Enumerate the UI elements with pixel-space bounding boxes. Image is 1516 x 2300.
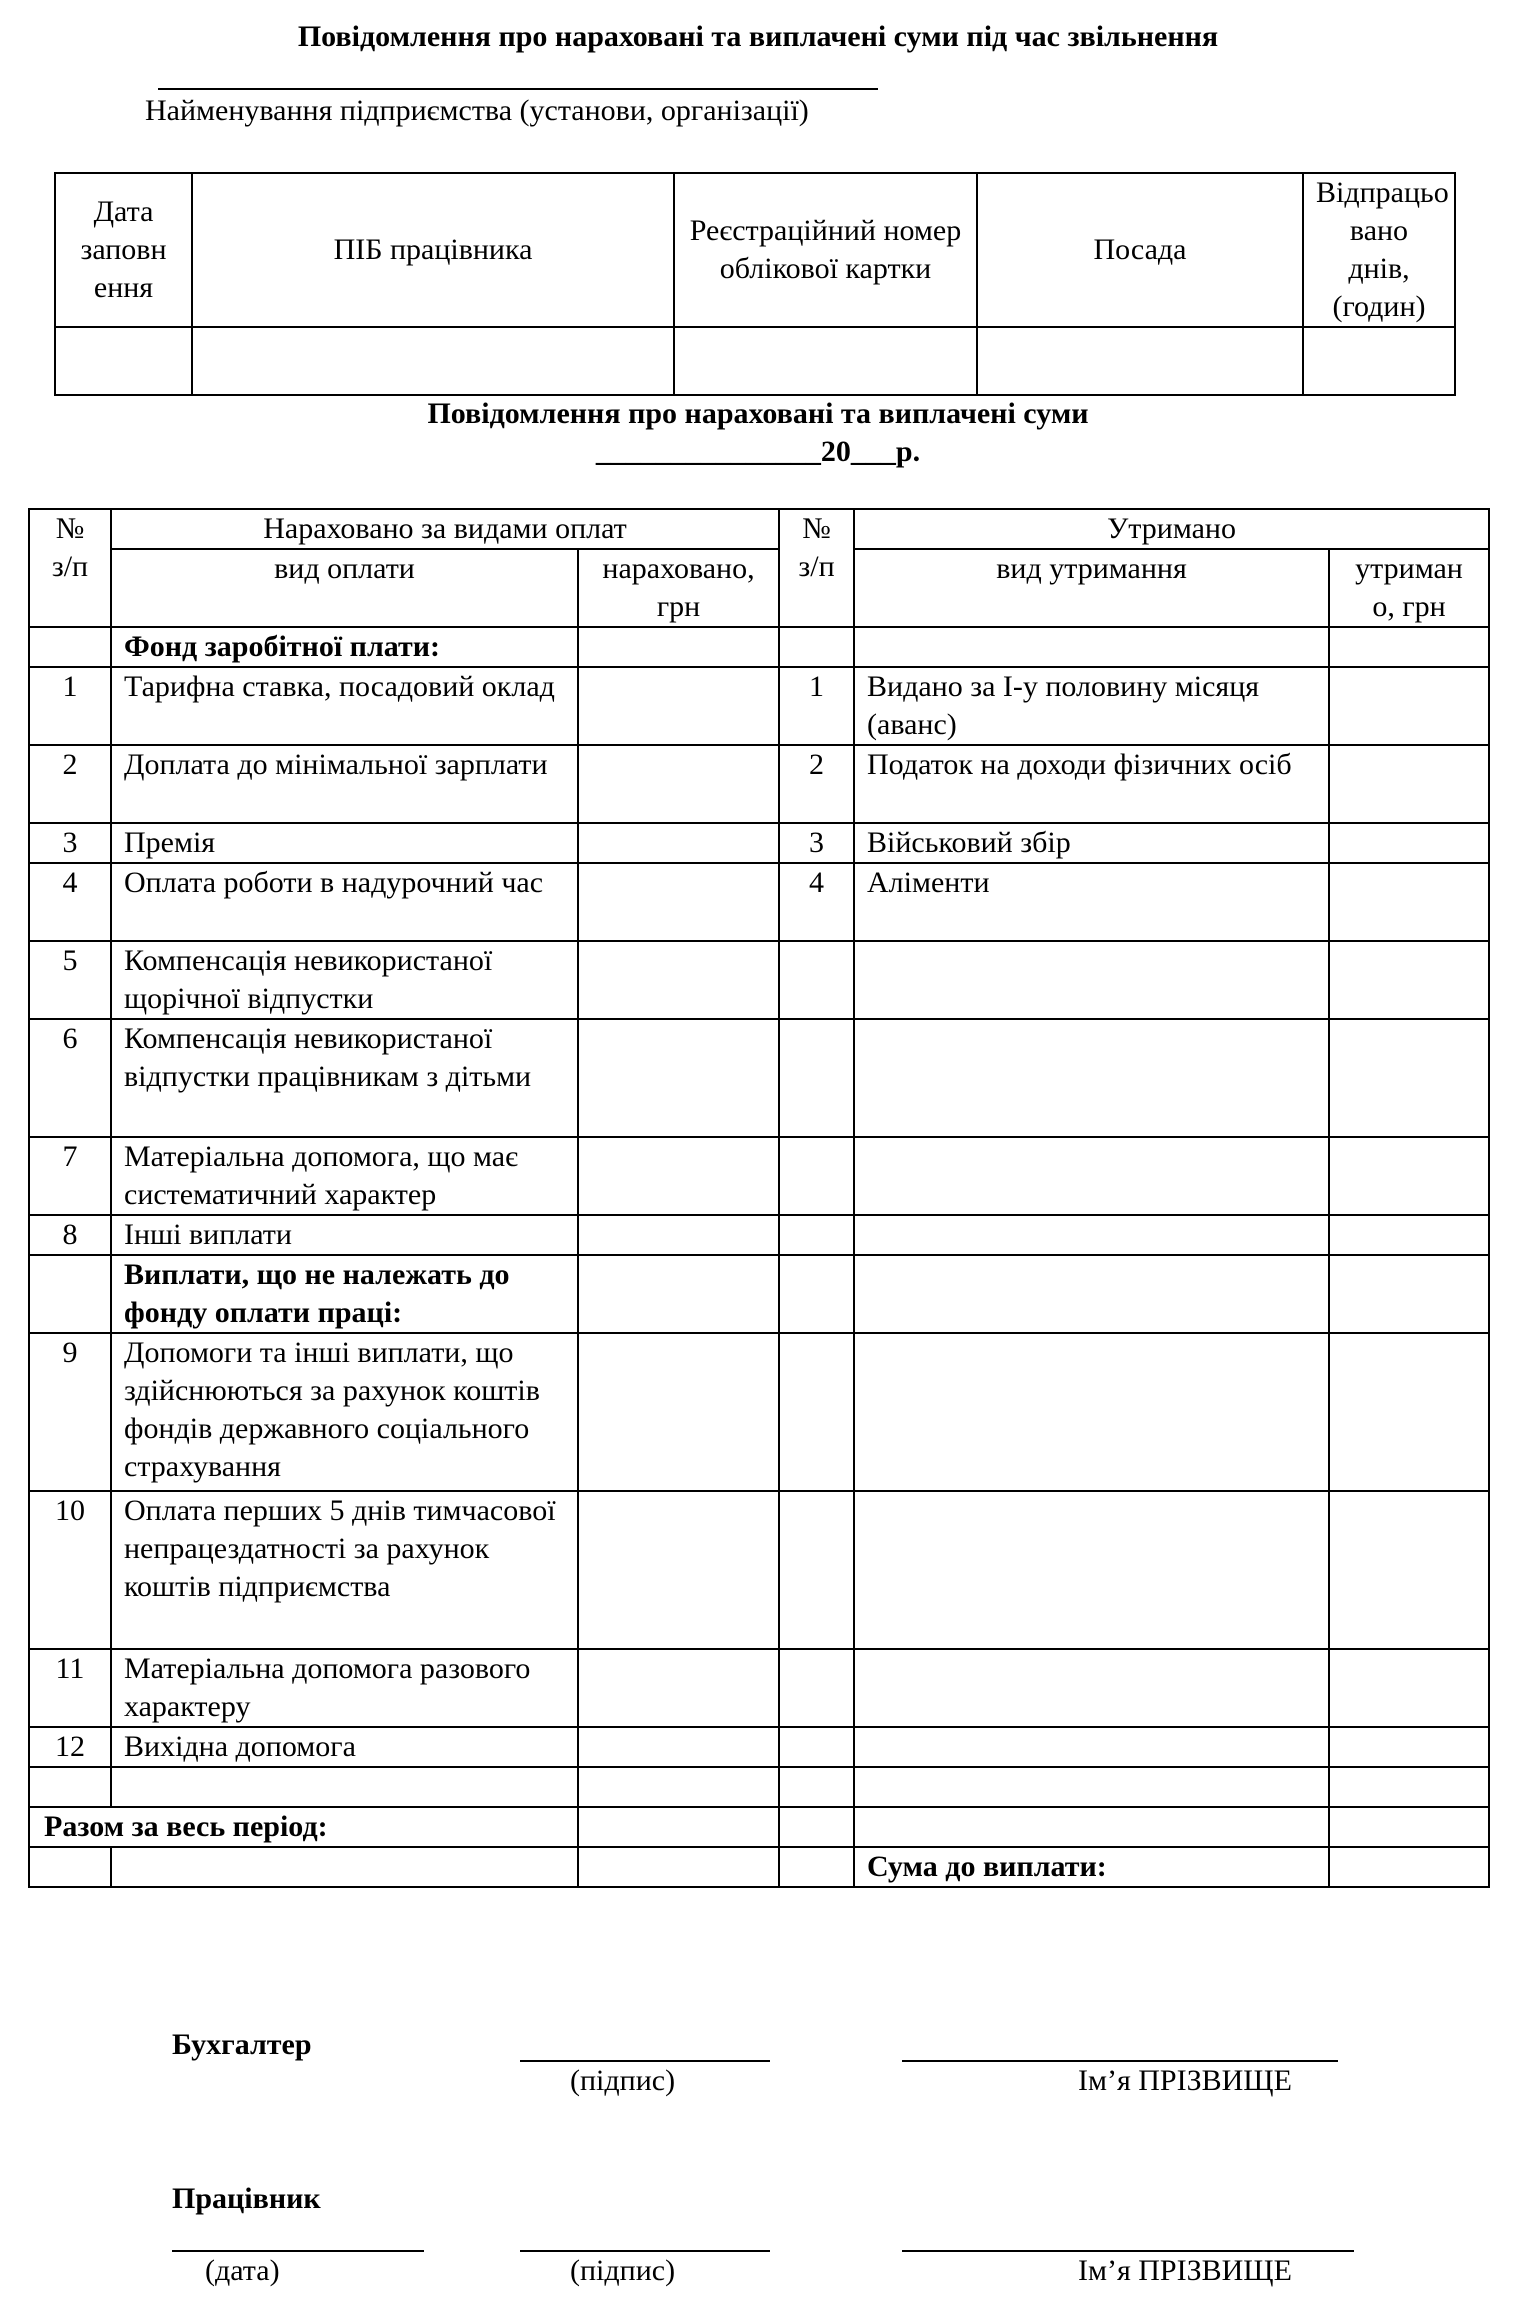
pay-type: Оплата роботи в надурочний час	[111, 863, 578, 941]
pay-type: Премія	[111, 823, 578, 863]
withheld-amount-cell[interactable]	[1329, 863, 1489, 941]
row-num: 6	[29, 1019, 111, 1137]
row-num: 9	[29, 1333, 111, 1491]
accrued-amount-cell[interactable]	[578, 745, 779, 823]
row-num: 10	[29, 1491, 111, 1649]
row-num: 2	[29, 745, 111, 823]
input-position[interactable]	[977, 327, 1303, 395]
row-num: 4	[779, 863, 854, 941]
pay-type: Допомоги та інші виплати, що здійснюються за рахунок коштів фондів державного соціального страхування	[111, 1333, 578, 1491]
document-title: Повідомлення про нараховані та виплачені суми під час звільнення	[297, 20, 1219, 53]
header-registration-number: Реєстраційний номер облікової картки	[674, 173, 977, 327]
row-num: 3	[779, 823, 854, 863]
accrued-amount-cell[interactable]	[578, 1491, 779, 1649]
row-num: 7	[29, 1137, 111, 1215]
input-fill-date[interactable]	[55, 327, 192, 395]
header-accrued-uah: нараховано, грн	[578, 549, 779, 627]
accountant-name-line[interactable]	[902, 2060, 1338, 2062]
accrued-amount-cell[interactable]	[578, 627, 779, 667]
withheld-amount-cell[interactable]	[1329, 667, 1489, 745]
accrued-amount-cell[interactable]	[578, 823, 779, 863]
accrued-amount-cell[interactable]	[578, 1215, 779, 1255]
accrued-amount-cell[interactable]	[578, 1137, 779, 1215]
accountant-name-caption: Ім’я ПРІЗВИЩЕ	[1078, 2064, 1292, 2097]
employee-signature-caption: (підпис)	[570, 2254, 676, 2287]
pay-type: Матеріальна допомога, що має систематичний характер	[111, 1137, 578, 1215]
withheld-amount-cell[interactable]	[1329, 1137, 1489, 1215]
input-employee-name[interactable]	[192, 327, 674, 395]
pay-type: Компенсація невикористаної щорічної відпустки	[111, 941, 578, 1019]
accrued-amount-cell[interactable]	[578, 1727, 779, 1767]
header-accrued: Нараховано за видами оплат	[111, 509, 779, 549]
header-position: Посада	[977, 173, 1303, 327]
header-num-left: № з/п	[29, 509, 111, 627]
accrued-amount-cell[interactable]	[578, 667, 779, 745]
employee-date-line[interactable]	[172, 2250, 424, 2252]
header-withhold-type: вид утримання	[854, 549, 1329, 627]
total-period-label: Разом за весь період:	[29, 1807, 578, 1847]
header-withheld: Утримано	[854, 509, 1489, 549]
employee-name-line[interactable]	[902, 2250, 1354, 2252]
header-employee-name: ПІБ працівника	[192, 173, 674, 327]
withhold-type: Видано за І-у половину місяця (аванс)	[854, 667, 1329, 745]
accrued-amount-cell[interactable]	[578, 941, 779, 1019]
withhold-type: Аліменти	[854, 863, 1329, 941]
date-line: _______________20___р.	[595, 435, 921, 468]
pay-type: Матеріальна допомога разового характеру	[111, 1649, 578, 1727]
accrued-amount-cell[interactable]	[578, 863, 779, 941]
employee-name-caption: Ім’я ПРІЗВИЩЕ	[1078, 2254, 1292, 2287]
row-num: 1	[779, 667, 854, 745]
withhold-type: Військовий збір	[854, 823, 1329, 863]
amount-to-pay-label: Сума до виплати:	[854, 1847, 1329, 1887]
accountant-label: Бухгалтер	[172, 2028, 312, 2061]
row-num: 1	[29, 667, 111, 745]
withheld-amount-cell[interactable]	[1329, 1491, 1489, 1649]
accountant-signature-line[interactable]	[520, 2060, 770, 2062]
withheld-amount-cell[interactable]	[1329, 1767, 1489, 1807]
total-withheld-cell[interactable]	[1329, 1807, 1489, 1847]
withheld-amount-cell[interactable]	[1329, 1727, 1489, 1767]
row-num: 11	[29, 1649, 111, 1727]
org-name-caption: Найменування підприємства (установи, організації)	[145, 94, 809, 127]
pay-type: Оплата перших 5 днів тимчасової непрацездатності за рахунок коштів підприємства	[111, 1491, 578, 1649]
row-num: 3	[29, 823, 111, 863]
pay-type: Тарифна ставка, посадовий оклад	[111, 667, 578, 745]
row-num: 4	[29, 863, 111, 941]
employee-label: Працівник	[172, 2182, 321, 2215]
row-num: 12	[29, 1727, 111, 1767]
withheld-amount-cell[interactable]	[1329, 823, 1489, 863]
withheld-amount-cell[interactable]	[1329, 745, 1489, 823]
header-days-worked: Відпрацьо вано днів, (годин)	[1303, 173, 1455, 327]
row-num: 8	[29, 1215, 111, 1255]
amount-to-pay-cell[interactable]	[1329, 1847, 1489, 1887]
pay-type: Доплата до мінімальної зарплати	[111, 745, 578, 823]
section-title: Повідомлення про нараховані та виплачені суми	[427, 397, 1089, 430]
section-nonfund-label: Виплати, що не належать до фонду оплати праці:	[111, 1255, 578, 1333]
pay-type: Компенсація невикористаної відпустки працівникам з дітьми	[111, 1019, 578, 1137]
withheld-amount-cell[interactable]	[1329, 1019, 1489, 1137]
pay-type: Інші виплати	[111, 1215, 578, 1255]
section-fund-label: Фонд заробітної плати:	[111, 627, 578, 667]
withheld-amount-cell[interactable]	[1329, 1649, 1489, 1727]
withheld-amount-cell[interactable]	[1329, 941, 1489, 1019]
employee-signature-line[interactable]	[520, 2250, 770, 2252]
header-fill-date: Дата заповн ення	[55, 173, 192, 327]
accrued-amount-cell[interactable]	[578, 1019, 779, 1137]
withheld-amount-cell[interactable]	[1329, 1255, 1489, 1333]
accrued-amount-cell[interactable]	[578, 1333, 779, 1491]
withheld-amount-cell[interactable]	[1329, 627, 1489, 667]
employee-table	[54, 172, 1456, 396]
row-num: 2	[779, 745, 854, 823]
accrued-amount-cell[interactable]	[578, 1649, 779, 1727]
header-pay-type: вид оплати	[111, 549, 578, 627]
employee-date-caption: (дата)	[205, 2254, 280, 2287]
total-accrued-cell[interactable]	[578, 1807, 779, 1847]
input-registration-number[interactable]	[674, 327, 977, 395]
withhold-type: Податок на доходи фізичних осіб	[854, 745, 1329, 823]
org-name-line	[158, 88, 878, 90]
row-num: 5	[29, 941, 111, 1019]
input-days-worked[interactable]	[1303, 327, 1455, 395]
accrued-amount-cell[interactable]	[578, 1255, 779, 1333]
accrued-amount-cell[interactable]	[578, 1767, 779, 1807]
header-num-right: № з/п	[779, 509, 854, 627]
pay-type: Вихідна допомога	[111, 1727, 578, 1767]
withheld-amount-cell[interactable]	[1329, 1215, 1489, 1255]
accruals-table	[28, 508, 1490, 1888]
accountant-signature-caption: (підпис)	[570, 2064, 676, 2097]
withheld-amount-cell[interactable]	[1329, 1333, 1489, 1491]
header-withheld-uah: утриман о, грн	[1329, 549, 1489, 627]
